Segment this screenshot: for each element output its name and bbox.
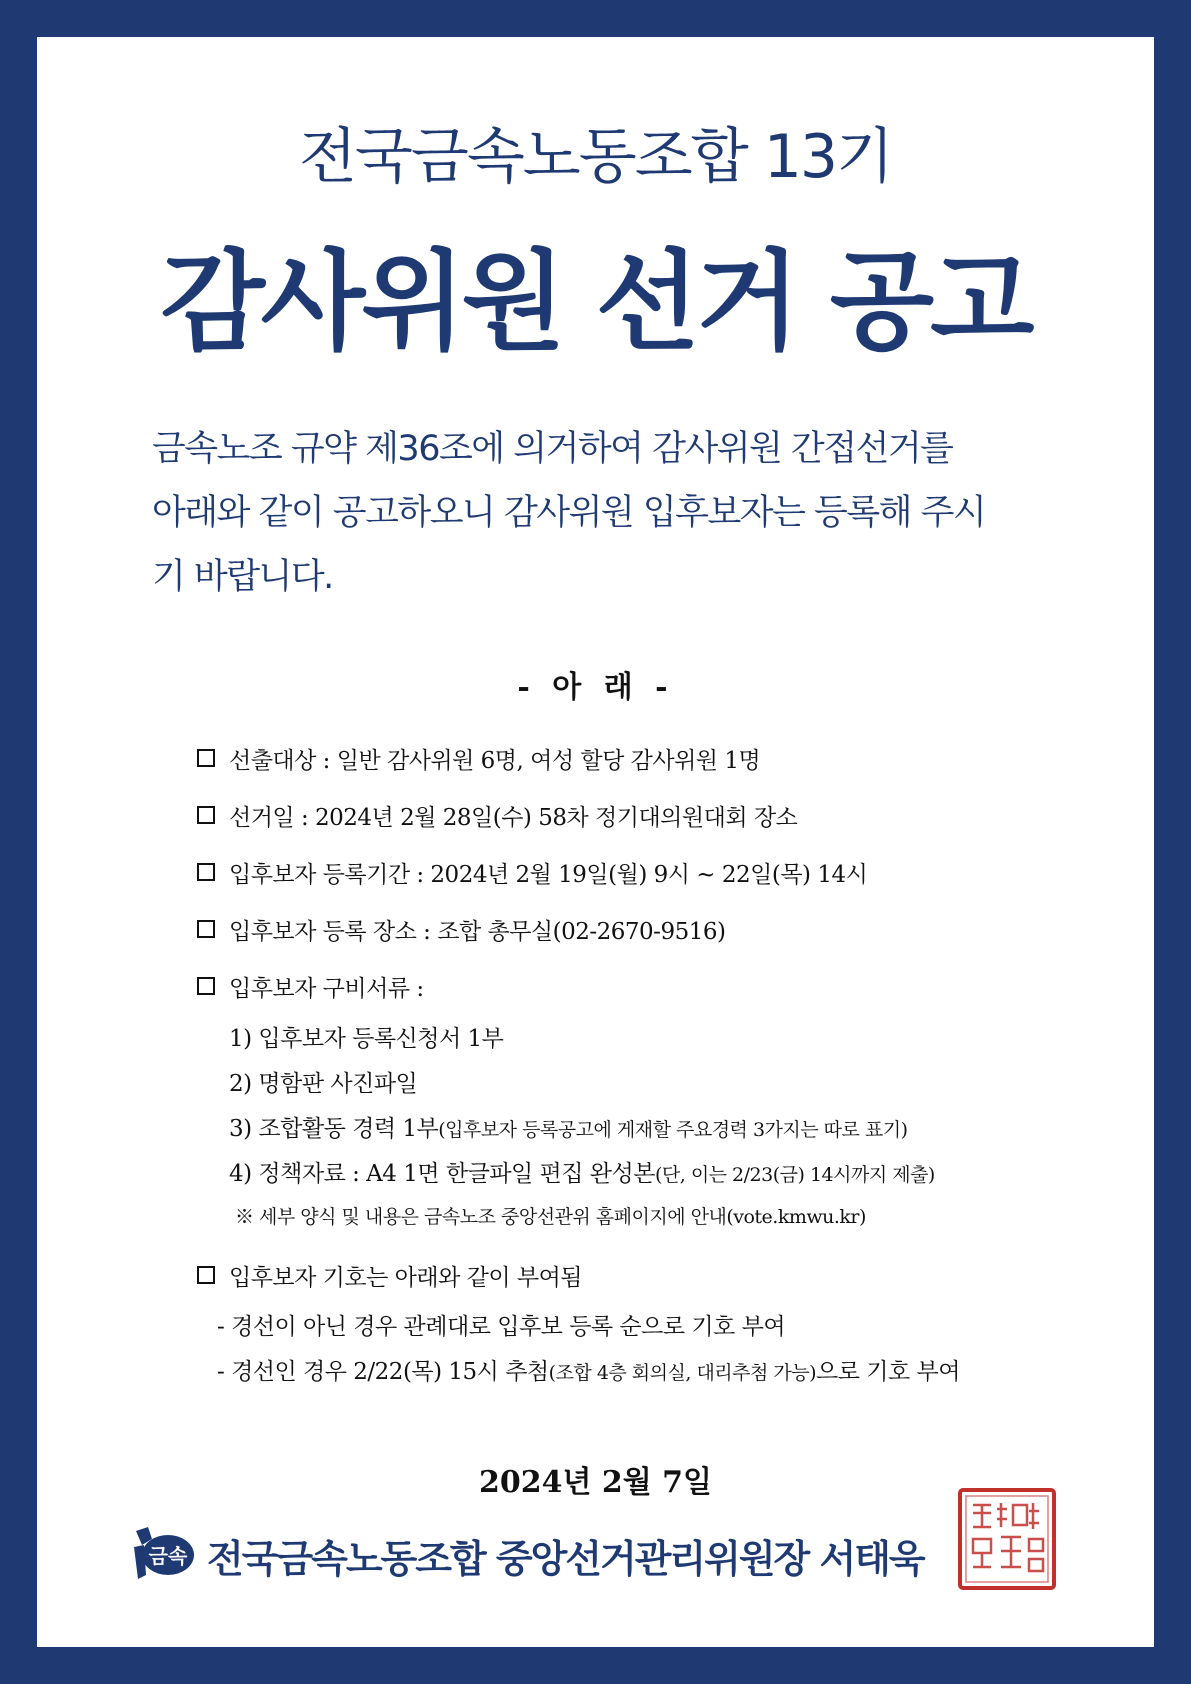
document-main: 3) 조합활동 경력 1부 [229,1116,439,1142]
numbering-rule [217,1353,960,1386]
document-note: (입후보자 등록공고에 게재할 주요경력 3가지는 따로 표기) [438,1119,908,1141]
numbering-rule: - 경선이 아닌 경우 관례대로 입후보 등록 순으로 기호 부여 [217,1314,786,1340]
item-label: 입후보자 기호는 아래와 같이 부여됨 [229,1265,583,1291]
subtitle: 전국금속노동조합 13기 [298,122,893,192]
item-label: 선거일 : 2024년 2월 28일(수) 58차 정기대의원대회 장소 [229,805,798,831]
section-heading: - 아 래 - [517,670,674,705]
item-label: 선출대상 : 일반 감사위원 6명, 여성 할당 감사위원 1명 [229,748,761,774]
signature-line: 전국금속노동조합 중앙선거관리위원장 서태욱 [207,1537,924,1581]
checkbox-square-icon [197,920,215,938]
intro-line-2: 아래와 같이 공고하오니 감사위원 입후보자는 등록해 주시 [152,493,986,533]
list-item [197,913,725,946]
logo-lettering: 금속 [148,1544,188,1568]
intro-line-1: 금속노조 규약 제36조에 의거하여 감사위원 간접선거를 [152,429,953,469]
rule-tail: 으로 기호 부여 [816,1359,960,1385]
checkbox-square-icon [197,749,215,767]
page-title: 감사위원 선거 공고 [160,240,1031,365]
list-item [197,799,797,832]
union-logo-icon [130,1525,198,1583]
item-label: 입후보자 등록 장소 : 조합 총무실(02-2670-9516) [229,919,726,945]
list-item [197,1259,582,1292]
official-seal-icon [957,1487,1057,1591]
list-item [197,856,867,889]
item-label: 입후보자 등록기간 : 2024년 2월 19일(월) 9시 ~ 22일(목) 14시 [229,862,868,888]
checkbox-square-icon [197,1266,215,1284]
notice-line: ※ 세부 양식 및 내용은 금속노조 중앙선관위 홈페이지에 안내(vote.kmwu.kr) [235,1206,866,1228]
rule-main: - 경선인 경우 2/22(목) 15시 추첨 [217,1359,549,1385]
document-item [229,1110,908,1143]
checkbox-square-icon [197,977,215,995]
rule-note: (조합 4층 회의실, 대리추첨 가능) [548,1362,817,1384]
document-main: 4) 정책자료 : A4 1면 한글파일 편집 완성본 [229,1161,655,1187]
list-item [197,742,760,775]
item-label: 입후보자 구비서류 : [229,976,424,1002]
list-item [197,970,424,1003]
document-item: 1) 입후보자 등록신청서 1부 [229,1026,504,1052]
document-item: 2) 명함판 사진파일 [229,1071,418,1097]
checkbox-square-icon [197,863,215,881]
intro-line-3: 기 바랍니다. [152,557,333,597]
notice-date: 2024년 2월 7일 [478,1465,713,1500]
intro-paragraph [152,417,1082,609]
checkbox-square-icon [197,806,215,824]
document-item [229,1155,935,1188]
document-note: (단, 이는 2/23(금) 14시까지 제출) [654,1164,935,1186]
notice-sheet [37,37,1154,1647]
